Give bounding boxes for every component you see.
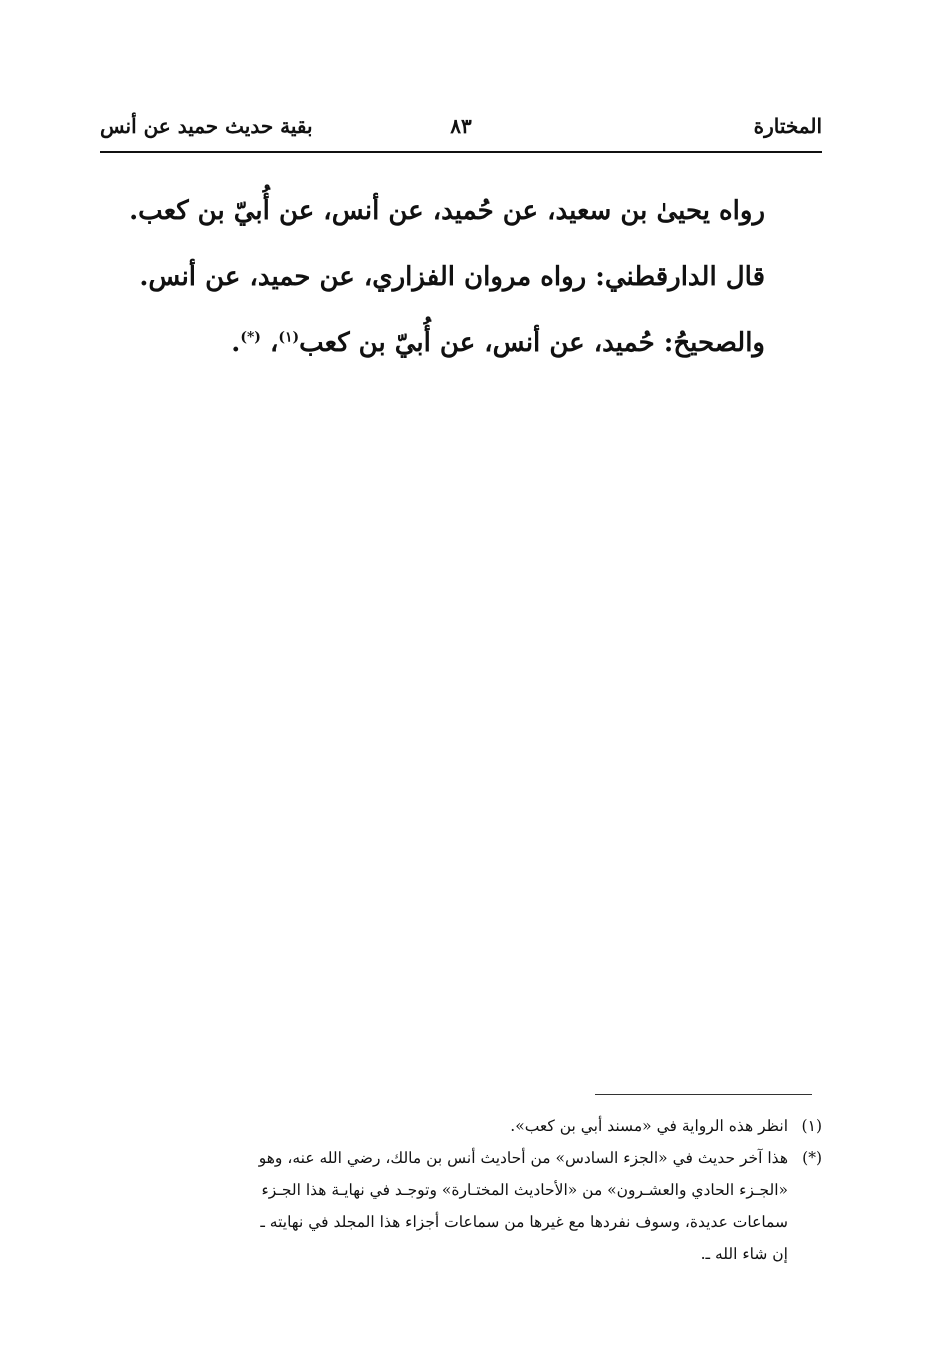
page-number: ٨٣ xyxy=(450,114,472,138)
header-rule xyxy=(100,151,822,153)
footnote-line: هذا آخر حديث في «الجزء السادس» من أحاديث أنس بن مالك، رضي الله عنه، وهو xyxy=(258,1149,788,1167)
footnote-1 xyxy=(98,1110,822,1142)
section-title: بقية حديث حميد عن أنس xyxy=(100,114,313,138)
text-line-3 xyxy=(105,310,765,376)
footnote-mark: (*) xyxy=(802,1149,822,1167)
text-line-2: قال الدارقطني: رواه مروان الفزاري، عن حميد، عن أنس. xyxy=(139,262,765,292)
main-text xyxy=(105,178,765,376)
separator: ، xyxy=(260,328,279,358)
footnote-ref-1[interactable]: (١) xyxy=(278,329,300,346)
footnote-ref-star[interactable]: (*) xyxy=(240,329,261,346)
text-line-3-body: والصحيحُ: حُميد، عن أنس، عن أُبيّ بن كعب xyxy=(299,328,765,358)
line-end: . xyxy=(231,328,241,358)
text-line-1: رواه يحيىٰ بن سعيد، عن حُميد، عن أنس، عن أُبيّ بن كعب. xyxy=(129,196,765,226)
book-title: المختارة xyxy=(753,114,822,138)
footnote-line: انظر هذه الرواية في «مسند أبي بن كعب». xyxy=(510,1117,788,1135)
footnote-mark: (١) xyxy=(801,1117,822,1135)
footnote-line: سماعات عديدة، وسوف نفردها مع غيرها من سماعات أجزاء هذا المجلد في نهايته ـ xyxy=(260,1213,788,1231)
running-header xyxy=(100,114,822,152)
footnotes xyxy=(98,1110,822,1270)
footnote-star xyxy=(98,1142,822,1270)
footnote-line: إن شاء الله ـ. xyxy=(700,1245,788,1263)
footnote-rule xyxy=(595,1094,812,1095)
footnote-line: «الجـزء الحادي والعشـرون» من «الأحاديث المختـارة» وتوجـد في نهايـة هذا الجـزء xyxy=(261,1181,788,1199)
